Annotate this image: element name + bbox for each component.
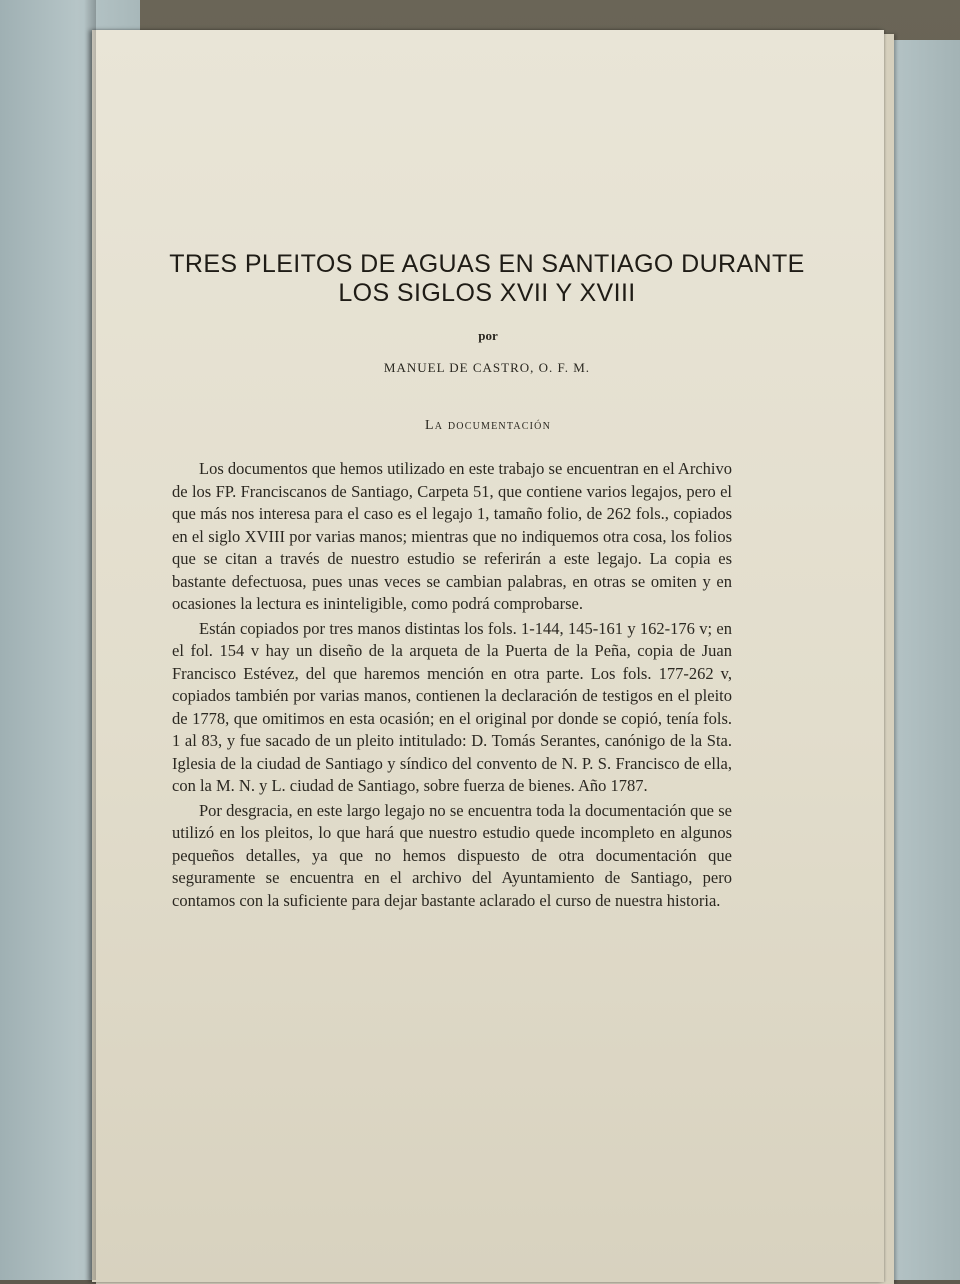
paragraph-2: Están copiados por tres manos distintas los fols. 1-144, 145-161 y 162-176 v; en el fol. 154 v hay un diseño de la arqueta de la Puerta de la Peña, copia de Juan Francisco Estévez, del que haremos mención en otra parte. Los fols. 177-262 v, copiados también por varias manos, contienen la declaración de testigos en el pleito de 1778, que omitimos en esta ocasión; en el original por donde se copió, tenía fols. 1 al 83, y fue sacado de un pleito intitulado: D. Tomás Serantes, canónigo de la Sta. Iglesia de la ciudad de Santiago y síndico del convento de N. P. S. Francisco de ella, con la M. N. y L. ciudad de Santiago, sobre fuerza de bienes. Año 1787. — [172, 618, 732, 795]
document-page — [92, 30, 884, 1282]
byline-por: por — [478, 328, 498, 343]
author-name: MANUEL DE CASTRO, O. F. M. — [383, 360, 591, 375]
spine-shadow — [84, 0, 96, 1280]
article-body — [172, 458, 732, 912]
paragraph-3: Por desgracia, en este largo legajo no se encuentra toda la documentación que se utilizó en los pleitos, lo que hará que nuestro estudio quede incompleto en algunos pequeños detalles, ya que no hemos dispuesto de otra documentación que seguramente se encuentra en el archivo del Ayuntamiento de Santiago, pero contamos con la suficiente para dejar bastante aclarado el curso de nuestra historia. — [172, 800, 732, 910]
title-line-1: TRES PLEITOS DE AGUAS EN SANTIAGO DURANTE — [169, 250, 805, 278]
section-heading: La documentación — [424, 418, 551, 433]
article-title — [132, 250, 842, 308]
paragraph-1: Los documentos que hemos utilizado en este trabajo se encuentran en el Archivo de los FP. Franciscanos de Santiago, Carpeta 51, que contiene varios legajos, pero el que más nos interesa para el caso es el legajo 1, tamaño folio, de 262 fols., copiados en el siglo XVIII por varias manos; mientras que no indiquemos otra cosa, los folios que se citan a través de nuestro estudio se referirán a este legajo. La copia es bastante defectuosa, pues unas veces se cambian palabras, en otras se omiten y en ocasiones la lectura es ininteligible, como podrá comprobarse. — [172, 459, 732, 613]
title-line-2: LOS SIGLOS XVII Y XVIII — [338, 279, 636, 307]
